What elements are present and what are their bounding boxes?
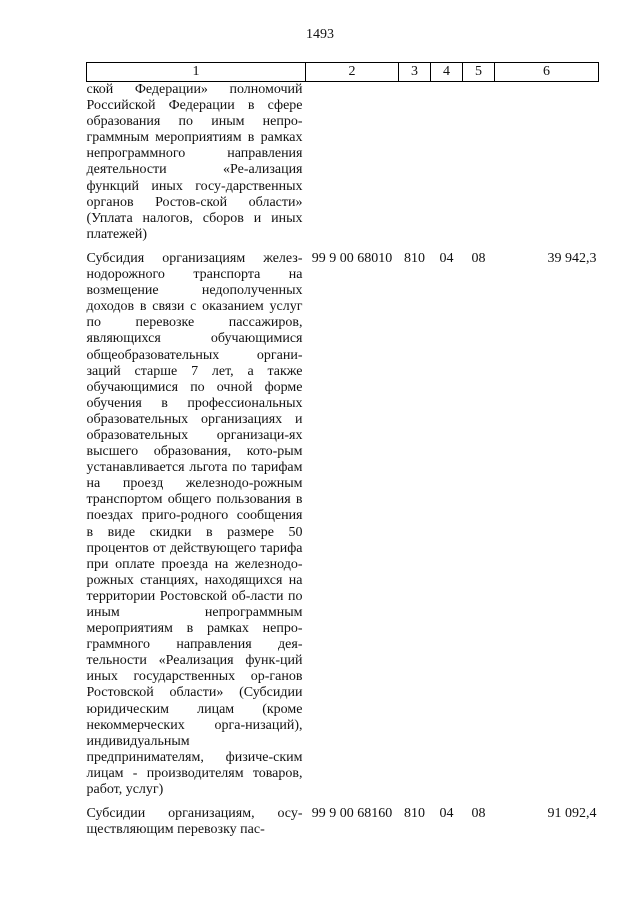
column-header-vr: 3 [399,63,431,82]
table-header-row [87,63,599,82]
row-pr: 08 [471,250,486,266]
row-amount: 39 942,3 [547,250,597,266]
table-row [87,806,599,838]
table-row [87,251,599,806]
row-vr [399,82,431,251]
page-number: 1493 [306,27,334,42]
column-header-rz: 4 [431,63,463,82]
row-vr: 810 [404,250,425,266]
row-pr: 08 [471,806,486,822]
row-rz: 04 [439,250,454,266]
row-pr [463,82,495,251]
row-rz: 04 [439,806,454,822]
row-amount: 91 092,4 [547,806,597,822]
row-rz [431,82,463,251]
row-description: ской Федерации» полномочий Российской Федерации в сфере образования по иным непро-граммным мероприятиям в рамках непрограммного направления деятельности «Ре-ализация функций иных госу-дарственных органов Ростов-ской области» (Уплата налогов, сборов и иных платежей) [86,82,303,242]
column-header-description: 1 [87,63,306,82]
column-header-amount: 6 [495,63,599,82]
table-row [87,82,599,251]
row-amount [495,82,599,251]
row-code: 99 9 00 68160 [311,806,393,822]
budget-table [86,62,599,838]
row-description: Субсидии организациям, осу-ществляющим перевозку пас- [86,806,303,838]
column-header-code: 2 [306,63,399,82]
row-code: 99 9 00 68010 [311,250,393,266]
row-description: Субсидия организациям желез-нодорожного транспорта на возмещение недополученных доходов в связи с оказанием услуг по перевозке пассажиров, являющихся обучающимися общеобразовательных органи-заций старше 7 лет, а также обучающимися по очной форме обучения в профессиональных образовательных организациях и образовательных организаци-ях высшего образования, кото-рым устанавливается льгота по тарифам на проезд железнодо-рожным транспортом общего пользования в поездах приго-родного сообщения в виде скидки в размере 50 процентов от действующего тарифа при оплате проезда на железнодо-рожных станциях, находящихся на территории Ростовской об-ласти по иным непрограммным мероприятиям в рамках непро-граммного направления дея-тельности «Реализация функ-ций иных государственных ор-ганов Ростовской области» (Субсидии юридическим лицам (кроме некоммерческих орга-низаций), индивидуальным предпринимателям, физиче-ским лицам - производителям товаров, работ, услуг) [86,250,303,798]
column-header-pr: 5 [463,63,495,82]
row-vr: 810 [404,806,425,822]
row-code [306,82,399,251]
